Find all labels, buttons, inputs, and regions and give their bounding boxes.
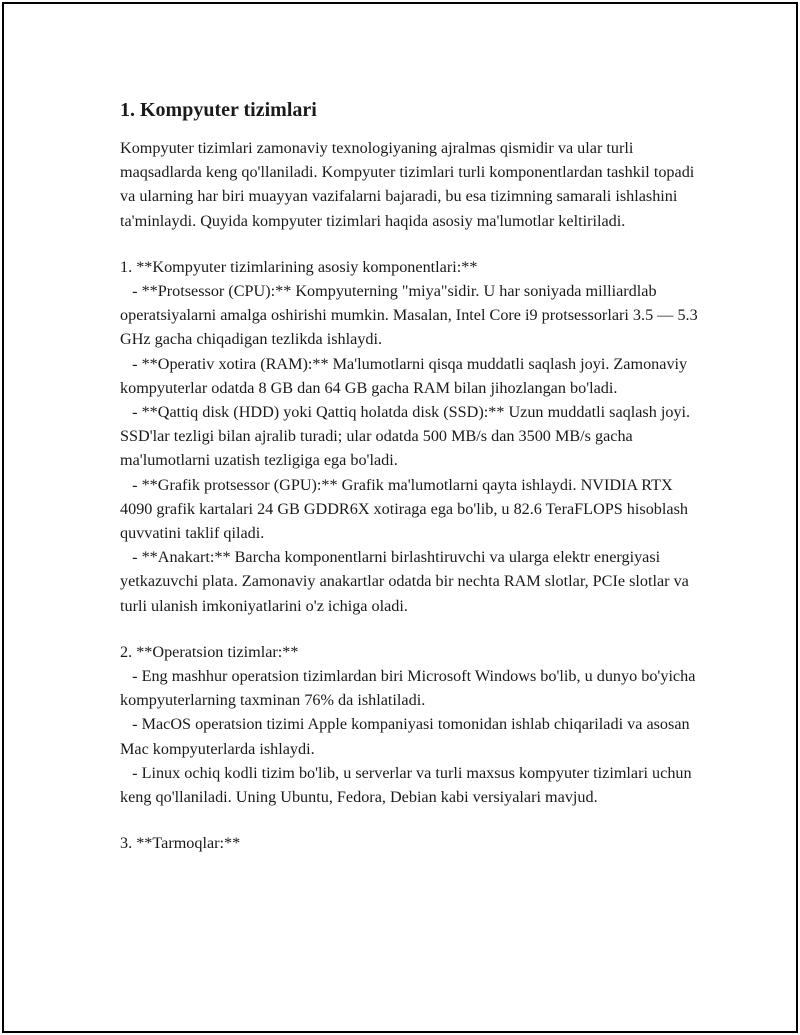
section-components	[120, 255, 700, 618]
page-title: 1. Kompyuter tizimlari	[120, 99, 317, 121]
list-item: - **Protsessor (CPU):** Kompyuterning "miya"sidir. U har soniyada milliardlab operatsiyalarni amalga oshirishi mumkin. Masalan, Intel Core i9 protsessorlari 3.5 — 5.3 GHz gacha chiqadigan tezlikda ishlaydi.	[120, 282, 702, 349]
list-item: - Linux ochiq kodli tizim bo'lib, u serverlar va turli maxsus kompyuter tizimlari uchun keng qo'llaniladi. Uning Ubuntu, Fedora, Debian kabi versiyalari mavjud.	[120, 763, 696, 807]
section-title: 1. **Kompyuter tizimlarining asosiy komponentlari:**	[120, 257, 478, 276]
section-title: 3. **Tarmoqlar:**	[120, 834, 241, 853]
list-item: - **Qattiq disk (HDD) yoki Qattiq holatda disk (SSD):** Uzun muddatli saqlash joyi. SSD'lar tezligi bilan ajralib turadi; ular odatda 500 MB/s dan 3500 MB/s gacha ma'lumotlarni uzatish tezligiga ega bo'ladi.	[120, 403, 695, 470]
list-item: - **Grafik protsessor (GPU):** Grafik ma'lumotlarni qayta ishlaydi. NVIDIA RTX 4090 grafik kartalari 24 GB GDDR6X xotiraga ega bo'lib, u 82.6 TeraFLOPS hisoblash quvvatini taklif qiladi.	[120, 475, 693, 543]
list-item: - **Anakart:** Barcha komponentlarni birlashtiruvchi va ularga elektr energiyasi yetkazuvchi plata. Zamonaviy anakartlar odatda bir nechta RAM slotlar, PCIe slotlar va turli ulanish imkoniyatlarini o'z ichiga oladi.	[120, 548, 693, 615]
list-item: - Eng mashhur operatsion tizimlardan biri Microsoft Windows bo'lib, u dunyo bo'yicha kompyuterlarning taxminan 76% da ishlatiladi.	[120, 667, 700, 710]
section-networks	[120, 831, 700, 855]
section-operating-systems	[120, 640, 700, 809]
document-content	[120, 96, 700, 855]
list-item: - MacOS operatsion tizimi Apple kompaniyasi tomonidan ishlab chiqariladi va asosan Mac kompyuterlarda ishlaydi.	[120, 715, 694, 758]
list-item: - **Operativ xotira (RAM):** Ma'lumotlarni qisqa muddatli saqlash joyi. Zamonaviy kompyuterlar odatda 8 GB dan 64 GB gacha RAM bilan jihozlangan bo'ladi.	[120, 354, 692, 397]
intro-paragraph: Kompyuter tizimlari zamonaviy texnologiyaning ajralmas qismidir va ular turli maqsadlarda keng qo'llaniladi. Kompyuter tizimlari turli komponentlardan tashkil topadi va ularning har biri muayyan vazifalarni bajaradi, bu esa tizimning samarali ishlashini ta'minlaydi. Quyida kompyuter tizimlari haqida asosiy ma'lumotlar keltiriladi.	[120, 139, 695, 230]
document-page	[2, 2, 798, 1033]
section-title: 2. **Operatsion tizimlar:**	[120, 642, 299, 661]
